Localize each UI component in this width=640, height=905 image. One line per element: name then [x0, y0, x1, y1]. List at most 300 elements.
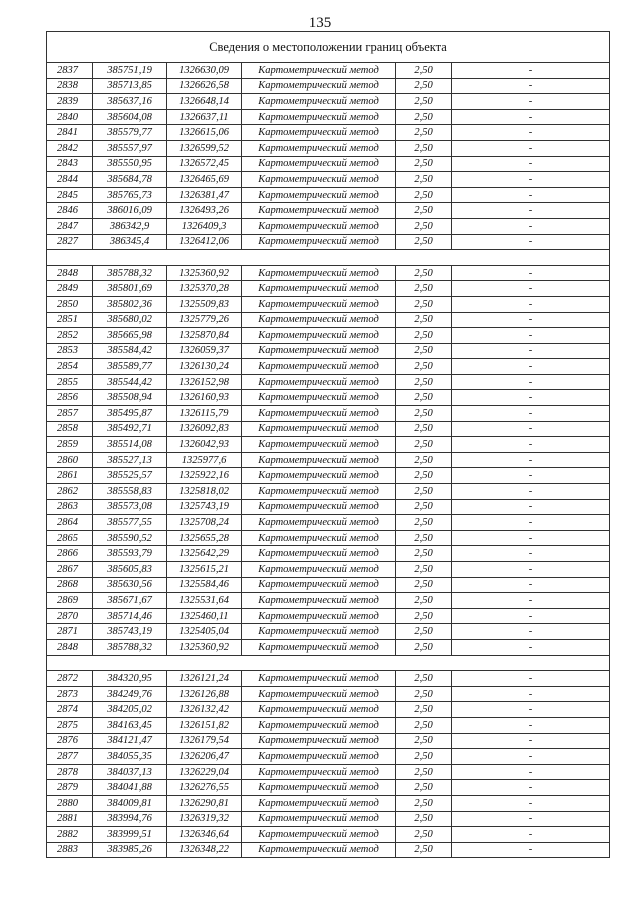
coordinate-y-cell: 1326115,79	[167, 406, 242, 422]
table-row	[47, 296, 610, 312]
coordinate-x-cell: 385788,32	[93, 265, 167, 281]
coordinate-y-cell: 1326160,93	[167, 390, 242, 406]
coordinate-x-cell: 385579,77	[93, 125, 167, 141]
table-row	[47, 484, 610, 500]
boundary-coordinates-table	[46, 31, 610, 858]
table-row	[47, 515, 610, 531]
coordinate-x-cell: 384205,02	[93, 702, 167, 718]
table-row	[47, 764, 610, 780]
note-cell: -	[452, 827, 610, 843]
table-row	[47, 842, 610, 858]
method-cell: Картометрический метод	[242, 437, 396, 453]
note-cell: -	[452, 312, 610, 328]
point-number-cell: 2875	[47, 717, 93, 733]
point-number-cell: 2839	[47, 94, 93, 110]
method-cell: Картометрический метод	[242, 624, 396, 640]
point-number-cell: 2849	[47, 281, 93, 297]
method-cell: Картометрический метод	[242, 312, 396, 328]
coordinate-y-cell: 1326626,58	[167, 78, 242, 94]
method-cell: Картометрический метод	[242, 172, 396, 188]
note-cell: -	[452, 63, 610, 79]
point-number-cell: 2878	[47, 764, 93, 780]
note-cell: -	[452, 795, 610, 811]
note-cell: -	[452, 764, 610, 780]
accuracy-cell: 2,50	[396, 749, 452, 765]
accuracy-cell: 2,50	[396, 530, 452, 546]
accuracy-cell: 2,50	[396, 125, 452, 141]
accuracy-cell: 2,50	[396, 546, 452, 562]
coordinate-y-cell: 1326206,47	[167, 749, 242, 765]
note-cell: -	[452, 499, 610, 515]
point-number-cell: 2866	[47, 546, 93, 562]
table-row	[47, 234, 610, 250]
point-number-cell: 2848	[47, 265, 93, 281]
method-cell: Картометрический метод	[242, 484, 396, 500]
note-cell: -	[452, 374, 610, 390]
method-cell: Картометрический метод	[242, 452, 396, 468]
coordinate-x-cell: 384320,95	[93, 671, 167, 687]
accuracy-cell: 2,50	[396, 140, 452, 156]
point-number-cell: 2842	[47, 140, 93, 156]
accuracy-cell: 2,50	[396, 203, 452, 219]
table-row	[47, 530, 610, 546]
accuracy-cell: 2,50	[396, 312, 452, 328]
point-number-cell: 2877	[47, 749, 93, 765]
coordinate-y-cell: 1325360,92	[167, 639, 242, 655]
accuracy-cell: 2,50	[396, 484, 452, 500]
method-cell: Картометрический метод	[242, 499, 396, 515]
note-cell: -	[452, 172, 610, 188]
method-cell: Картометрический метод	[242, 359, 396, 375]
note-cell: -	[452, 109, 610, 125]
table-row	[47, 717, 610, 733]
coordinate-x-cell: 385671,67	[93, 593, 167, 609]
table-row	[47, 281, 610, 297]
method-cell: Картометрический метод	[242, 140, 396, 156]
coordinate-y-cell: 1325743,19	[167, 499, 242, 515]
accuracy-cell: 2,50	[396, 562, 452, 578]
accuracy-cell: 2,50	[396, 593, 452, 609]
accuracy-cell: 2,50	[396, 281, 452, 297]
coordinate-y-cell: 1326290,81	[167, 795, 242, 811]
note-cell: -	[452, 811, 610, 827]
table-row	[47, 109, 610, 125]
coordinate-y-cell: 1325642,29	[167, 546, 242, 562]
accuracy-cell: 2,50	[396, 702, 452, 718]
coordinate-y-cell: 1325460,11	[167, 608, 242, 624]
coordinate-y-cell: 1326493,26	[167, 203, 242, 219]
table-row	[47, 749, 610, 765]
point-number-cell: 2848	[47, 639, 93, 655]
method-cell: Картометрический метод	[242, 218, 396, 234]
table-row	[47, 562, 610, 578]
note-cell: -	[452, 842, 610, 858]
coordinate-y-cell: 1325531,64	[167, 593, 242, 609]
accuracy-cell: 2,50	[396, 421, 452, 437]
note-cell: -	[452, 296, 610, 312]
coordinate-x-cell: 385604,08	[93, 109, 167, 125]
coordinate-x-cell: 385589,77	[93, 359, 167, 375]
point-number-cell: 2860	[47, 452, 93, 468]
coordinate-x-cell: 383994,76	[93, 811, 167, 827]
coordinate-y-cell: 1325655,28	[167, 530, 242, 546]
note-cell: -	[452, 686, 610, 702]
note-cell: -	[452, 203, 610, 219]
method-cell: Картометрический метод	[242, 671, 396, 687]
note-cell: -	[452, 624, 610, 640]
table-row	[47, 811, 610, 827]
table-row	[47, 671, 610, 687]
coordinate-x-cell: 385684,78	[93, 172, 167, 188]
point-number-cell: 2845	[47, 187, 93, 203]
method-cell: Картометрический метод	[242, 577, 396, 593]
coordinate-x-cell: 385751,19	[93, 63, 167, 79]
point-number-cell: 2837	[47, 63, 93, 79]
note-cell: -	[452, 515, 610, 531]
method-cell: Картометрический метод	[242, 109, 396, 125]
point-number-cell: 2883	[47, 842, 93, 858]
method-cell: Картометрический метод	[242, 156, 396, 172]
coordinate-y-cell: 1325818,02	[167, 484, 242, 500]
note-cell: -	[452, 717, 610, 733]
point-number-cell: 2852	[47, 328, 93, 344]
coordinate-x-cell: 385573,08	[93, 499, 167, 515]
coordinate-x-cell: 386016,09	[93, 203, 167, 219]
coordinate-x-cell: 385525,57	[93, 468, 167, 484]
method-cell: Картометрический метод	[242, 406, 396, 422]
coordinate-x-cell: 385802,36	[93, 296, 167, 312]
table-row	[47, 374, 610, 390]
note-cell: -	[452, 125, 610, 141]
coordinate-x-cell: 385765,73	[93, 187, 167, 203]
note-cell: -	[452, 780, 610, 796]
separator-cell	[47, 250, 610, 266]
point-number-cell: 2880	[47, 795, 93, 811]
note-cell: -	[452, 608, 610, 624]
method-cell: Картометрический метод	[242, 811, 396, 827]
method-cell: Картометрический метод	[242, 203, 396, 219]
point-number-cell: 2844	[47, 172, 93, 188]
accuracy-cell: 2,50	[396, 343, 452, 359]
method-cell: Картометрический метод	[242, 515, 396, 531]
point-number-cell: 2870	[47, 608, 93, 624]
coordinate-y-cell: 1326229,04	[167, 764, 242, 780]
accuracy-cell: 2,50	[396, 811, 452, 827]
point-number-cell: 2857	[47, 406, 93, 422]
point-number-cell: 2847	[47, 218, 93, 234]
coordinate-y-cell: 1325360,92	[167, 265, 242, 281]
coordinate-x-cell: 385714,46	[93, 608, 167, 624]
method-cell: Картометрический метод	[242, 639, 396, 655]
coordinate-y-cell: 1326059,37	[167, 343, 242, 359]
accuracy-cell: 2,50	[396, 359, 452, 375]
point-number-cell: 2854	[47, 359, 93, 375]
accuracy-cell: 2,50	[396, 328, 452, 344]
table-row	[47, 624, 610, 640]
method-cell: Картометрический метод	[242, 686, 396, 702]
coordinate-y-cell: 1326276,55	[167, 780, 242, 796]
method-cell: Картометрический метод	[242, 343, 396, 359]
coordinate-y-cell: 1325584,46	[167, 577, 242, 593]
coordinate-x-cell: 385665,98	[93, 328, 167, 344]
coordinate-y-cell: 1325708,24	[167, 515, 242, 531]
section-separator	[47, 655, 610, 671]
accuracy-cell: 2,50	[396, 406, 452, 422]
note-cell: -	[452, 733, 610, 749]
method-cell: Картометрический метод	[242, 749, 396, 765]
table-row	[47, 172, 610, 188]
table-row	[47, 343, 610, 359]
coordinate-y-cell: 1325615,21	[167, 562, 242, 578]
coordinate-y-cell: 1325977,6	[167, 452, 242, 468]
note-cell: -	[452, 359, 610, 375]
point-number-cell: 2853	[47, 343, 93, 359]
point-number-cell: 2827	[47, 234, 93, 250]
coordinate-x-cell: 384121,47	[93, 733, 167, 749]
note-cell: -	[452, 390, 610, 406]
point-number-cell: 2862	[47, 484, 93, 500]
method-cell: Картометрический метод	[242, 234, 396, 250]
coordinate-x-cell: 386342,9	[93, 218, 167, 234]
coordinate-y-cell: 1326637,11	[167, 109, 242, 125]
method-cell: Картометрический метод	[242, 281, 396, 297]
coordinate-x-cell: 385508,94	[93, 390, 167, 406]
table-title: Сведения о местоположении границ объекта	[47, 32, 610, 63]
note-cell: -	[452, 328, 610, 344]
note-cell: -	[452, 421, 610, 437]
table-row	[47, 827, 610, 843]
note-cell: -	[452, 530, 610, 546]
note-cell: -	[452, 468, 610, 484]
point-number-cell: 2858	[47, 421, 93, 437]
table-row	[47, 733, 610, 749]
table-row	[47, 203, 610, 219]
coordinate-x-cell: 385584,42	[93, 343, 167, 359]
table-row	[47, 328, 610, 344]
method-cell: Картометрический метод	[242, 546, 396, 562]
accuracy-cell: 2,50	[396, 187, 452, 203]
coordinate-y-cell: 1326319,32	[167, 811, 242, 827]
accuracy-cell: 2,50	[396, 94, 452, 110]
note-cell: -	[452, 671, 610, 687]
coordinate-x-cell: 385558,83	[93, 484, 167, 500]
accuracy-cell: 2,50	[396, 733, 452, 749]
method-cell: Картометрический метод	[242, 608, 396, 624]
coordinate-y-cell: 1325370,28	[167, 281, 242, 297]
accuracy-cell: 2,50	[396, 795, 452, 811]
note-cell: -	[452, 452, 610, 468]
table-row	[47, 312, 610, 328]
coordinate-x-cell: 385630,56	[93, 577, 167, 593]
coordinate-x-cell: 384037,13	[93, 764, 167, 780]
coordinate-y-cell: 1326381,47	[167, 187, 242, 203]
method-cell: Картометрический метод	[242, 421, 396, 437]
coordinate-y-cell: 1326348,22	[167, 842, 242, 858]
accuracy-cell: 2,50	[396, 515, 452, 531]
coordinate-y-cell: 1326132,42	[167, 702, 242, 718]
coordinate-x-cell: 385557,97	[93, 140, 167, 156]
note-cell: -	[452, 343, 610, 359]
accuracy-cell: 2,50	[396, 296, 452, 312]
method-cell: Картометрический метод	[242, 717, 396, 733]
accuracy-cell: 2,50	[396, 468, 452, 484]
table-row	[47, 359, 610, 375]
table-row	[47, 546, 610, 562]
coordinate-y-cell: 1326151,82	[167, 717, 242, 733]
accuracy-cell: 2,50	[396, 156, 452, 172]
accuracy-cell: 2,50	[396, 218, 452, 234]
method-cell: Картометрический метод	[242, 530, 396, 546]
coordinate-x-cell: 385544,42	[93, 374, 167, 390]
point-number-cell: 2841	[47, 125, 93, 141]
table-row	[47, 390, 610, 406]
method-cell: Картометрический метод	[242, 468, 396, 484]
point-number-cell: 2868	[47, 577, 93, 593]
table-row	[47, 63, 610, 79]
method-cell: Картометрический метод	[242, 390, 396, 406]
coordinate-x-cell: 384055,35	[93, 749, 167, 765]
point-number-cell: 2867	[47, 562, 93, 578]
method-cell: Картометрический метод	[242, 764, 396, 780]
method-cell: Картометрический метод	[242, 593, 396, 609]
method-cell: Картометрический метод	[242, 187, 396, 203]
method-cell: Картометрический метод	[242, 265, 396, 281]
coordinate-x-cell: 385593,79	[93, 546, 167, 562]
coordinate-y-cell: 1326412,06	[167, 234, 242, 250]
coordinate-x-cell: 385495,87	[93, 406, 167, 422]
note-cell: -	[452, 437, 610, 453]
note-cell: -	[452, 94, 610, 110]
table-row	[47, 499, 610, 515]
note-cell: -	[452, 140, 610, 156]
table-row	[47, 452, 610, 468]
table-row	[47, 156, 610, 172]
coordinate-y-cell: 1326042,93	[167, 437, 242, 453]
accuracy-cell: 2,50	[396, 827, 452, 843]
point-number-cell: 2863	[47, 499, 93, 515]
coordinate-x-cell: 383999,51	[93, 827, 167, 843]
coordinate-y-cell: 1326346,64	[167, 827, 242, 843]
table-row	[47, 140, 610, 156]
table-row	[47, 265, 610, 281]
table-row	[47, 468, 610, 484]
coordinate-x-cell: 384009,81	[93, 795, 167, 811]
coordinate-x-cell: 385605,83	[93, 562, 167, 578]
point-number-cell: 2871	[47, 624, 93, 640]
coordinate-x-cell: 385577,55	[93, 515, 167, 531]
method-cell: Картометрический метод	[242, 733, 396, 749]
point-number-cell: 2873	[47, 686, 93, 702]
table-row	[47, 795, 610, 811]
accuracy-cell: 2,50	[396, 63, 452, 79]
table-row	[47, 218, 610, 234]
coordinate-y-cell: 1326630,09	[167, 63, 242, 79]
point-number-cell: 2876	[47, 733, 93, 749]
coordinate-y-cell: 1325509,83	[167, 296, 242, 312]
coordinate-x-cell: 385590,52	[93, 530, 167, 546]
coordinate-y-cell: 1326409,3	[167, 218, 242, 234]
point-number-cell: 2872	[47, 671, 93, 687]
note-cell: -	[452, 546, 610, 562]
coordinate-x-cell: 385788,32	[93, 639, 167, 655]
note-cell: -	[452, 562, 610, 578]
point-number-cell: 2840	[47, 109, 93, 125]
point-number-cell: 2859	[47, 437, 93, 453]
note-cell: -	[452, 484, 610, 500]
coordinate-y-cell: 1325922,16	[167, 468, 242, 484]
note-cell: -	[452, 406, 610, 422]
accuracy-cell: 2,50	[396, 172, 452, 188]
coordinate-y-cell: 1325779,26	[167, 312, 242, 328]
table-row	[47, 437, 610, 453]
method-cell: Картометрический метод	[242, 296, 396, 312]
table-title-row	[47, 32, 610, 63]
coordinate-x-cell: 385637,16	[93, 94, 167, 110]
note-cell: -	[452, 187, 610, 203]
coordinate-x-cell: 383985,26	[93, 842, 167, 858]
coordinate-y-cell: 1326615,06	[167, 125, 242, 141]
table-row	[47, 593, 610, 609]
coordinate-y-cell: 1326126,88	[167, 686, 242, 702]
accuracy-cell: 2,50	[396, 577, 452, 593]
accuracy-cell: 2,50	[396, 624, 452, 640]
method-cell: Картометрический метод	[242, 780, 396, 796]
coordinate-y-cell: 1326648,14	[167, 94, 242, 110]
coordinate-x-cell: 385492,71	[93, 421, 167, 437]
section-separator	[47, 250, 610, 266]
accuracy-cell: 2,50	[396, 78, 452, 94]
table-row	[47, 94, 610, 110]
point-number-cell: 2843	[47, 156, 93, 172]
point-number-cell: 2864	[47, 515, 93, 531]
coordinate-y-cell: 1326152,98	[167, 374, 242, 390]
accuracy-cell: 2,50	[396, 764, 452, 780]
point-number-cell: 2861	[47, 468, 93, 484]
note-cell: -	[452, 702, 610, 718]
coordinate-x-cell: 385550,95	[93, 156, 167, 172]
table-row	[47, 608, 610, 624]
method-cell: Картометрический метод	[242, 795, 396, 811]
accuracy-cell: 2,50	[396, 780, 452, 796]
note-cell: -	[452, 265, 610, 281]
table-row	[47, 702, 610, 718]
coordinate-y-cell: 1326465,69	[167, 172, 242, 188]
table-row	[47, 639, 610, 655]
table-body	[47, 32, 610, 858]
accuracy-cell: 2,50	[396, 608, 452, 624]
coordinate-x-cell: 385713,85	[93, 78, 167, 94]
method-cell: Картометрический метод	[242, 63, 396, 79]
table-row	[47, 78, 610, 94]
accuracy-cell: 2,50	[396, 686, 452, 702]
coordinate-x-cell: 385743,19	[93, 624, 167, 640]
coordinate-y-cell: 1325405,04	[167, 624, 242, 640]
accuracy-cell: 2,50	[396, 452, 452, 468]
note-cell: -	[452, 593, 610, 609]
coordinate-y-cell: 1326121,24	[167, 671, 242, 687]
table-row	[47, 686, 610, 702]
point-number-cell: 2874	[47, 702, 93, 718]
coordinate-y-cell: 1326130,24	[167, 359, 242, 375]
table-row	[47, 187, 610, 203]
point-number-cell: 2881	[47, 811, 93, 827]
coordinate-x-cell: 385514,08	[93, 437, 167, 453]
coordinate-y-cell: 1326179,54	[167, 733, 242, 749]
method-cell: Картометрический метод	[242, 328, 396, 344]
page-number: 135	[308, 15, 332, 31]
method-cell: Картометрический метод	[242, 125, 396, 141]
coordinate-x-cell: 385527,13	[93, 452, 167, 468]
